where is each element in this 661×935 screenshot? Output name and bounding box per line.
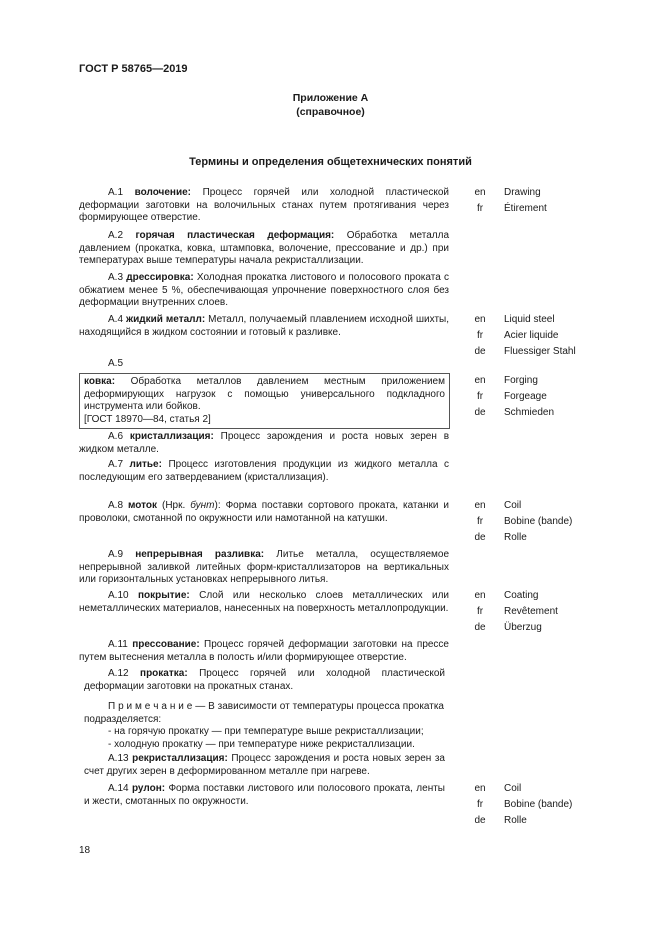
term-number: А.4	[108, 314, 124, 325]
lang-code: de	[474, 407, 486, 418]
term-name: прессование:	[132, 639, 200, 650]
term-definition: Обработка металлов давлением местным приложением деформирующих нагрузок с помощью универсального подкладного инструмента или бойков.	[84, 376, 445, 413]
term-name: ковка:	[84, 376, 116, 387]
term-definition: Форма поставки листового или полосового проката, ленты и жести, смотанных по окружности.	[84, 783, 445, 807]
lang-code: fr	[476, 391, 484, 402]
lang-code: en	[474, 314, 486, 325]
term-name: жидкий металл:	[126, 314, 206, 325]
term-a1	[79, 187, 449, 225]
term-definition: Процесс изготовления продукции из жидкого металла с последующим его затвердеванием (кристаллизация).	[79, 459, 449, 483]
lang-term: Coil	[504, 500, 522, 511]
term-a4	[79, 314, 449, 339]
lang-code: fr	[476, 330, 484, 341]
lang-code: de	[474, 532, 486, 543]
term-a12	[84, 668, 445, 693]
term-number: А.9	[108, 549, 124, 560]
note-item: - на горячую прокатку — при температуре выше рекристаллизации;	[108, 726, 424, 738]
lang-code: en	[474, 187, 486, 198]
term-name: непрерывная разливка:	[135, 549, 265, 560]
lang-code: en	[474, 590, 486, 601]
term-a5-number: А.5	[108, 358, 124, 369]
lang-term: Forging	[504, 375, 538, 386]
lang-term: Rolle	[504, 532, 527, 543]
lang-code: en	[474, 375, 486, 386]
lang-code: en	[474, 500, 486, 511]
term-number: А.11	[108, 639, 128, 650]
term-name: покрытие:	[137, 590, 190, 601]
term-a8	[79, 500, 449, 525]
lang-term: Rolle	[504, 815, 527, 826]
term-a11	[79, 639, 449, 664]
term-number: А.14	[108, 783, 129, 794]
term-a5-box	[79, 373, 450, 429]
lang-term: Bobine (bande)	[504, 799, 573, 810]
section-title: Термины и определения общетехнических понятий	[189, 156, 472, 168]
term-definition: Процесс зарождения и роста новых зерен за счет других зерен в деформированном металле при нагреве.	[84, 753, 445, 777]
term-definition: Литье металла, осуществляемое непрерывной заливкой литейных форм-кристаллизаторов на вертикальных или горизонтальных установках непрерывного литья.	[79, 549, 450, 586]
term-number: А.2	[108, 230, 124, 241]
note-block	[84, 701, 444, 751]
page-number: 18	[79, 845, 91, 856]
lang-code: de	[474, 815, 486, 826]
lang-code: fr	[476, 203, 484, 214]
term-number: А.1	[108, 187, 124, 198]
lang-term: Forgeage	[504, 391, 547, 402]
lang-code: fr	[476, 799, 484, 810]
lang-term: Coil	[504, 783, 522, 794]
term-definition: Процесс горячей или холодной пластической деформации заготовки на прокатных станах.	[84, 668, 446, 692]
term-name: рекристаллизация:	[132, 753, 228, 764]
term-deprecated-synonym: бунт	[190, 500, 215, 511]
term-a10	[79, 590, 449, 615]
term-number: А.6	[108, 431, 124, 442]
lang-code: de	[474, 346, 486, 357]
term-number: А.3	[108, 272, 124, 283]
term-name: моток	[128, 500, 158, 511]
lang-term: Bobine (bande)	[504, 516, 573, 527]
term-a6	[79, 431, 449, 456]
term-number: А.13	[108, 753, 129, 764]
appendix-heading	[0, 92, 661, 119]
term-definition: Холодная прокатка листового и полосового проката с обжатием менее 5 %, обеспечивающая упрочнение поверхностного слоя без деформации внутренних слоев.	[79, 272, 449, 309]
term-name: дрессировка:	[126, 272, 194, 283]
term-number: А.8	[108, 500, 124, 511]
term-a9	[79, 549, 449, 587]
term-a14	[84, 783, 445, 808]
term-name: прокатка:	[140, 668, 188, 679]
term-name: горячая пластическая деформация:	[135, 230, 335, 241]
term-definition: Процесс горячей или холодной пластической деформации заготовки на волочильных станах путем протягивания через формирующее отверстие.	[79, 187, 449, 224]
term-definition: Обработка металла давлением (прокатка, ковка, штамповка, волочение, прессование и др.) при температурах выше температуры начала рекристаллизации.	[79, 230, 450, 267]
term-name: кристаллизация:	[129, 431, 214, 442]
term-number: А.7	[108, 459, 124, 470]
lang-code: fr	[476, 606, 484, 617]
lang-term: Revêtement	[504, 606, 558, 617]
lang-code: fr	[476, 516, 484, 527]
lang-term: Überzug	[504, 622, 542, 633]
term-number: А.10	[108, 590, 129, 601]
lang-term: Schmieden	[504, 407, 555, 418]
appendix-title: Приложение А	[292, 92, 369, 104]
term-a2	[79, 230, 449, 268]
document-id: ГОСТ Р 58765—2019	[79, 63, 188, 75]
term-a13	[84, 753, 445, 778]
term-a3	[79, 272, 449, 310]
lang-code: en	[474, 783, 486, 794]
lang-term: Acier liquide	[504, 330, 559, 341]
term-number: А.12	[108, 668, 129, 679]
lang-term: Fluessiger Stahl	[504, 346, 576, 357]
lang-term: Étirement	[504, 203, 547, 214]
term-definition: Металл, получаемый плавлением исходной шихты, находящийся в жидком состоянии и готовый к разливке.	[79, 314, 450, 338]
note-item: - холодную прокатку — при температуре ниже рекристаллизации.	[108, 738, 415, 750]
lang-term: Drawing	[504, 187, 541, 198]
term-definition: Слой или несколько слоев металлических или неметаллических материалов, нанесенных на поверхность металлопродукции.	[79, 590, 449, 614]
lang-term: Liquid steel	[504, 314, 555, 325]
term-source: [ГОСТ 18970—84, статья 2]	[84, 413, 211, 425]
appendix-subtitle: (справочное)	[296, 105, 365, 118]
term-name: литье:	[129, 459, 162, 470]
lang-code: de	[474, 622, 486, 633]
term-definition: Процесс зарождения и роста новых зерен в жидком металле.	[79, 431, 450, 455]
term-definition: Процесс горячей деформации заготовки на прессе путем вытеснения металла в полость и/или формирующее отверстие.	[79, 639, 449, 663]
term-name: рулон:	[131, 783, 166, 794]
term-definition: ): Форма поставки сортового проката, катанки и проволоки, смотанной по окружности или намотанной на катушки.	[79, 500, 450, 524]
note-text: П р и м е ч а н и е — В зависимости от температуры процесса прокатка подразделяется:	[84, 701, 444, 725]
term-name: волочение:	[134, 187, 191, 198]
term-definition-prefix: (Нрк.	[162, 500, 191, 511]
lang-term: Coating	[504, 590, 539, 601]
term-a7	[79, 459, 449, 484]
